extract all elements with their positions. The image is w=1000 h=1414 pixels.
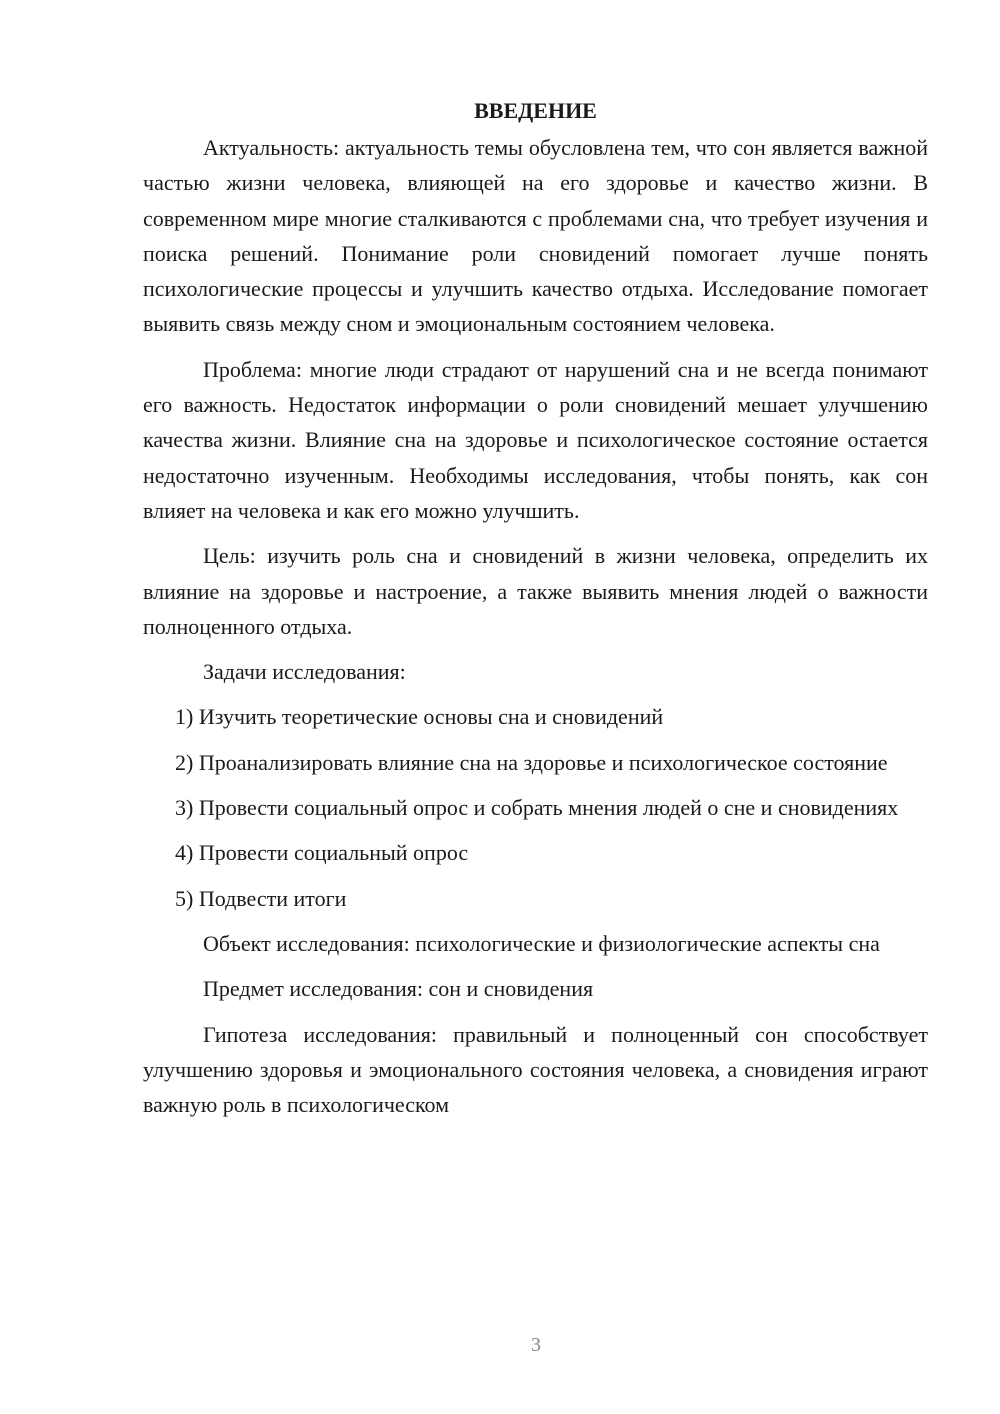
paragraph-hypothesis: Гипотеза исследования: правильный и полноценный сон способствует улучшению здоровья и эмоционального состояния человека, а сновидения играют важную роль в психологическом [143,1021,928,1118]
task-item-4: 4) Провести социальный опрос [175,840,469,866]
paragraph-problem: Проблема: многие люди страдают от нарушений сна и не всегда понимают его важность. Недостаток информации о роли сновидений мешает улучшению качества жизни. Влияние сна на здоровье и психологическое состояние остается недостаточно изученным. Необходимы исследования, чтобы понять, как сон влияет на человека и как его можно улучшить. [143,356,928,523]
task-item-1: 1) Изучить теоретические основы сна и сновидений [175,704,664,730]
paragraph-goal: Цель: изучить роль сна и сновидений в жизни человека, определить их влияние на здоровье и настроение, а также выявить мнения людей о важности полноценного отдыха. [143,543,928,639]
paragraph-object: Объект исследования: психологические и физиологические аспекты сна [203,930,880,956]
paragraph-subject: Предмет исследования: сон и сновидения [203,976,594,1002]
paragraph-tasks-heading: Задачи исследования: [203,659,406,685]
section-title: ВВЕДЕНИЕ [474,98,597,123]
task-item-2: 2) Проанализировать влияние сна на здоровье и психологическое состояние [175,749,888,775]
document-page [143,96,928,1132]
task-item-5: 5) Подвести итоги [175,885,347,911]
task-item-3: 3) Провести социальный опрос и собрать мнения людей о сне и сновидениях [175,795,899,821]
paragraph-relevance: Актуальность: актуальность темы обусловлена тем, что сон является важной частью жизни человека, влияющей на его здоровье и качество жизни. В современном мире многие сталкиваются с проблемами сна, что требует изучения и поиска решений. Понимание роли сновидений помогает лучше понять психологические процессы и улучшить качество отдыха. Исследование помогает выявить связь между сном и эмоциональным состоянием человека. [143,135,928,337]
page-number: 3 [531,1334,541,1356]
